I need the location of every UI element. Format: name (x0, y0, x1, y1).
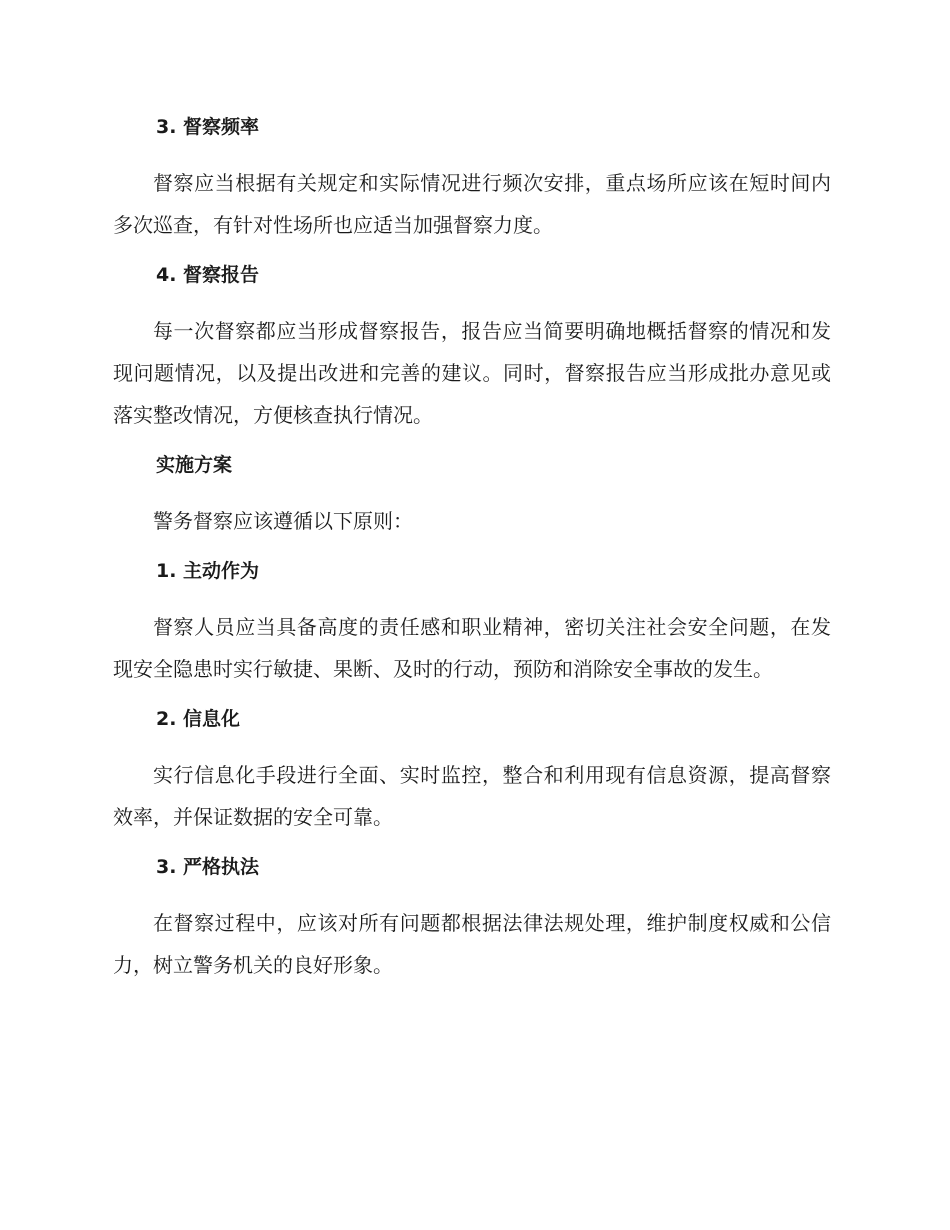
document-body (113, 110, 831, 998)
section-paragraph-implementation-plan: 警务督察应该遵循以下原则： (153, 509, 413, 533)
section-heading-strict-enforcement: 3. 严格执法 (156, 856, 260, 878)
section-heading-proactive-action: 1. 主动作为 (156, 560, 260, 582)
section-heading-informatization: 2. 信息化 (156, 708, 241, 730)
section-heading-implementation-plan: 实施方案 (156, 454, 233, 476)
section-paragraph-informatization: 实行信息化手段进行全面、实时监控，整合和利用现有信息资源，提高督察效率，并保证数据的安全可靠。 (113, 763, 831, 829)
section-paragraph-strict-enforcement: 在督察过程中，应该对所有问题都根据法律法规处理，维护制度权威和公信力，树立警务机关的良好形象。 (113, 911, 831, 977)
section-paragraph-supervision-frequency: 督察应当根据有关规定和实际情况进行频次安排，重点场所应该在短时间内多次巡查，有针对性场所也应适当加强督察力度。 (113, 171, 831, 237)
section-paragraph-supervision-report: 每一次督察都应当形成督察报告，报告应当简要明确地概括督察的情况和发现问题情况，以及提出改进和完善的建议。同时，督察报告应当形成批办意见或落实整改情况，方便核查执行情况。 (113, 319, 831, 427)
section-heading-supervision-report: 4. 督察报告 (156, 264, 260, 286)
section-heading-supervision-frequency: 3. 督察频率 (156, 116, 260, 138)
section-paragraph-proactive-action: 督察人员应当具备高度的责任感和职业精神，密切关注社会安全问题，在发现安全隐患时实行敏捷、果断、及时的行动，预防和消除安全事故的发生。 (113, 615, 831, 681)
